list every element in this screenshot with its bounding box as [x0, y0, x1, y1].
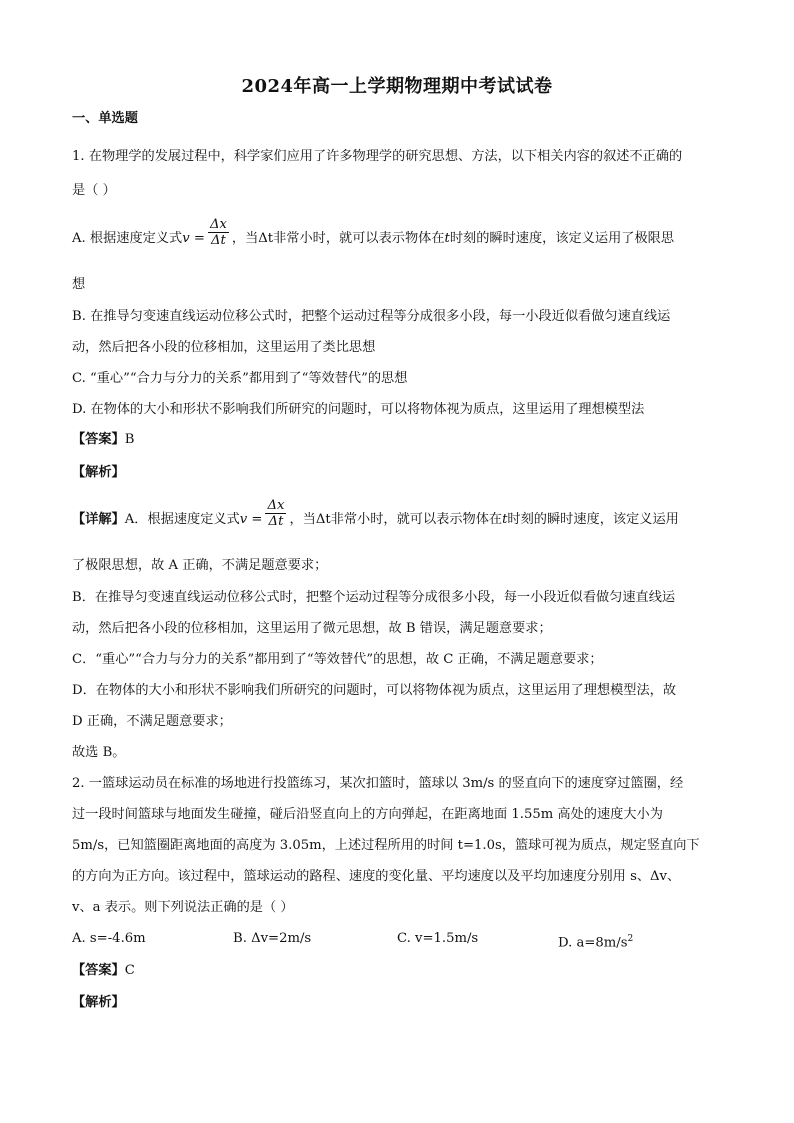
q1-analysis-label: 【解析】: [72, 465, 125, 480]
q2-answer: 【答案】C: [72, 963, 135, 978]
q2-option-b: B. Δv=2m/s: [233, 931, 312, 946]
q2-stem-line-4: 的方向为正方向。该过程中，篮球运动的路程、速度的变化量、平均速度以及平均加速度分别用 s、Δv、: [72, 869, 681, 884]
q2-stem-line-1: 2. 一篮球运动员在标准的场地进行投篮练习，某次扣篮时，篮球以 3m/s 的竖直向下的速度穿过篮圈，经: [72, 776, 684, 791]
q1-explanation-line-6: D．在物体的大小和形状不影响我们所研究的问题时，可以将物体视为质点，这里运用了理想模型法，故: [72, 683, 677, 698]
q1-option-a: A. 根据速度定义式v = $\frac{\Delta x}{\Delta t}$ ，当Δt非常小时，就可以表示物体在t时刻的瞬时速度，该定义运用了极限思: [72, 217, 675, 248]
q1-explanation-line-5: C．“重心”“合力与分力的关系”都用到了“等效替代”的思想，故 C 正确，不满足题意要求；: [72, 652, 603, 667]
q1-stem-line-2: 是（ ）: [72, 183, 116, 198]
velocity-fraction-2: $\frac{\Delta x}{\Delta t}$: [267, 498, 285, 529]
q1-explanation-line-7: D 正确，不满足题意要求；: [72, 714, 232, 729]
q2-option-a: A. s=-4.6m: [72, 931, 146, 946]
section-heading: 一、单选题: [72, 111, 138, 126]
q1-option-a-cont: 想: [72, 277, 86, 292]
q1-option-b-line-1: B. 在推导匀变速直线运动位移公式时，把整个运动过程等分成很多小段，每一小段近似看做匀速直线运: [72, 309, 671, 324]
q2-option-d: D. $a=8m/s^2$: [558, 934, 634, 951]
q1-option-d: D. 在物体的大小和形状不影响我们所研究的问题时，可以将物体视为质点，这里运用了理想模型法: [72, 402, 645, 417]
q2-stem-line-5: v、a 表示。则下列说法正确的是（ ）: [72, 900, 294, 915]
velocity-fraction: $\frac{\Delta x}{\Delta t}$: [209, 217, 227, 248]
q1-explanation-line-2: 了极限思想，故 A 正确，不满足题意要求；: [72, 558, 328, 573]
q1-option-b-line-2: 动，然后把各小段的位移相加，这里运用了类比思想: [72, 340, 376, 355]
q1-explanation-line-8: 故选 B。: [72, 745, 126, 760]
q1-answer: 【答案】B: [72, 432, 135, 447]
q1-explanation-line-1: 【详解】A．根据速度定义式v = $\frac{\Delta x}{\Delta t}$ ，当Δt非常小时，就可以表示物体在t时刻的瞬时速度，该定义运用: [72, 498, 679, 529]
q1-explanation-line-3: B．在推导匀变速直线运动位移公式时，把整个运动过程等分成很多小段，每一小段近似看做匀速直线运: [72, 590, 676, 605]
page-title: 2024年高一上学期物理期中考试试卷: [241, 76, 553, 97]
q2-stem-line-3: 5m/s，已知篮圈距离地面的高度为 3.05m，上述过程所用的时间 t=1.0s，篮球可视为质点，规定竖直向下: [72, 838, 700, 853]
q2-option-c: C. v=1.5m/s: [397, 931, 479, 946]
q1-explanation-line-4: 动，然后把各小段的位移相加，这里运用了微元思想，故 B 错误，满足题意要求；: [72, 621, 552, 636]
q2-analysis-label: 【解析】: [72, 995, 125, 1010]
q2-stem-line-2: 过一段时间篮球与地面发生碰撞，碰后沿竖直向上的方向弹起，在距离地面 1.55m 高处的速度大小为: [72, 807, 663, 822]
q1-option-c: C. “重心”“合力与分力的关系”都用到了“等效替代”的思想: [72, 371, 408, 386]
q1-stem-line-1: 1. 在物理学的发展过程中，科学家们应用了许多物理学的研究思想、方法，以下相关内容的叙述不正确的: [72, 149, 683, 164]
